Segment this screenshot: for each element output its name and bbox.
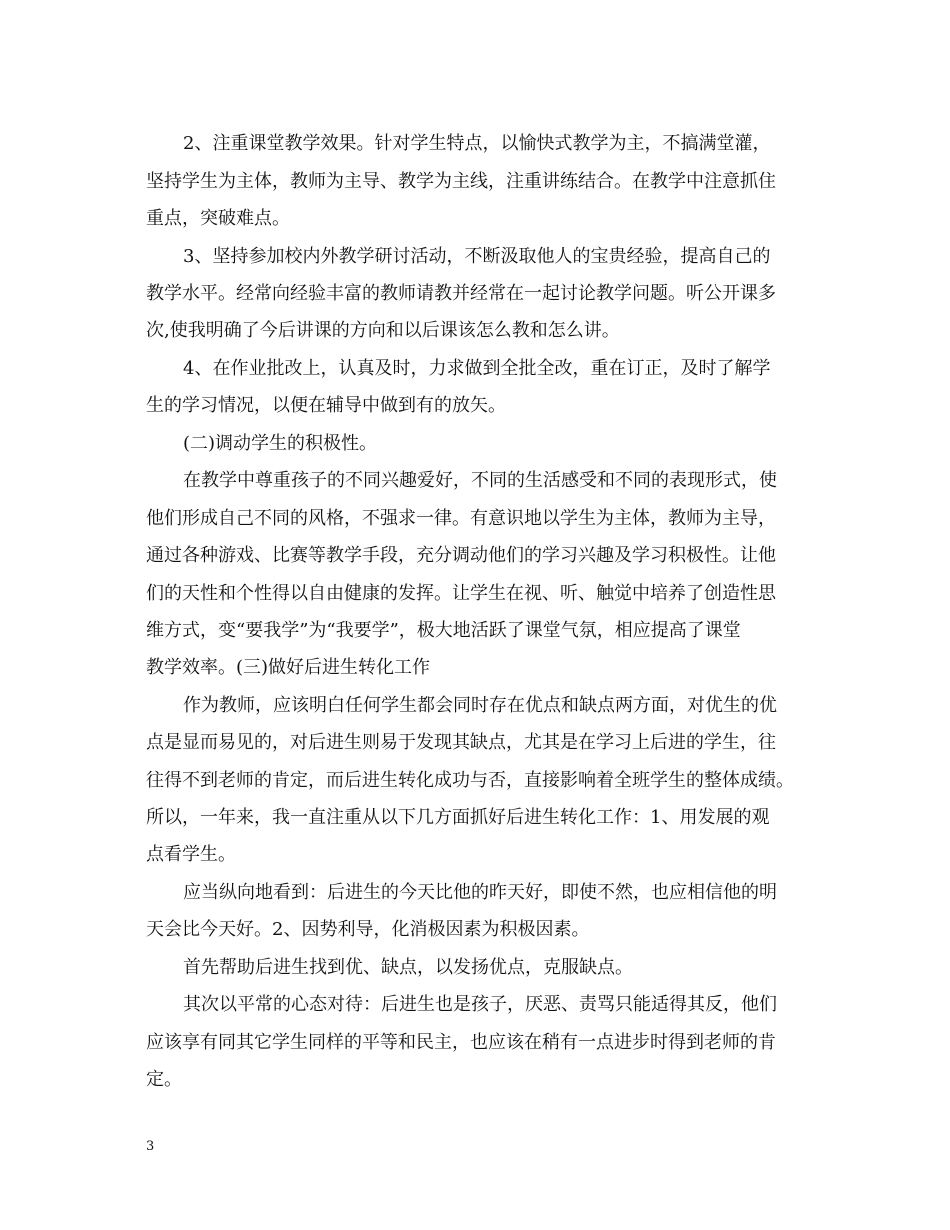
paragraph-line: 维方式，变“要我学”为“我要学”，极大地活跃了课堂气氛，相应提高了课堂: [146, 620, 741, 641]
paragraph-line: 生的学习情况，以便在辅导中做到有的放矢。: [146, 395, 506, 416]
paragraph-line: 其次以平常的心态对待：后进生也是孩子，厌恶、责骂只能适得其反，他们: [183, 994, 777, 1015]
paragraph-line: 点看学生。: [146, 844, 236, 865]
paragraph-line: 首先帮助后进生找到优、缺点，以发扬优点，克服缺点。: [183, 957, 633, 978]
paragraph-line: 在教学中尊重孩子的不同兴趣爱好，不同的生活感受和不同的表现形式，使: [183, 470, 777, 491]
paragraph-line: 教学效率。(三)做好后进生转化工作: [146, 657, 431, 678]
paragraph-line: 定。: [146, 1069, 182, 1090]
paragraph-line: 2、注重课堂教学效果。针对学生特点，以愉快式教学为主，不搞满堂灌，: [183, 133, 771, 154]
page-number: 3: [146, 1139, 155, 1154]
paragraph-line: 4、在作业批改上，认真及时，力求做到全批全改，重在订正，及时了解学: [183, 358, 771, 379]
paragraph-line: 3、坚持参加校内外教学研讨活动，不断汲取他人的宝贵经验，提高自己的: [183, 246, 771, 267]
paragraph-line: 们的天性和个性得以自由健康的发挥。让学生在视、听、触觉中培养了创造性思: [146, 583, 776, 604]
paragraph-line: 他们形成自己不同的风格，不强求一律。有意识地以学生为主体，教师为主导，: [146, 508, 776, 529]
paragraph-line: 次,使我明确了今后讲课的方向和以后课该怎么教和怎么讲。: [146, 320, 620, 341]
paragraph-line: 作为教师，应该明白任何学生都会同时存在优点和缺点两方面，对优生的优: [183, 695, 777, 716]
paragraph-line: 点是显而易见的，对后进生则易于发现其缺点，尤其是在学习上后进的学生，往: [146, 732, 776, 753]
paragraph-line: 通过各种游戏、比赛等教学手段，充分调动他们的学习兴趣及学习积极性。让他: [146, 545, 776, 566]
paragraph-line: 坚持学生为主体，教师为主导、教学为主线，注重讲练结合。在教学中注意抓住: [146, 171, 776, 192]
paragraph-line: 教学水平。经常向经验丰富的教师请教并经常在一起讨论教学问题。听公开课多: [146, 283, 776, 304]
paragraph-line: 天会比今天好。2、因势利导，化消极因素为积极因素。: [146, 919, 590, 940]
paragraph-line: 重点，突破难点。: [146, 208, 290, 229]
paragraph-line: 所以，一年来，我一直注重从以下几方面抓好后进生转化工作：1、用发展的观: [146, 807, 770, 828]
section-heading: (二)调动学生的积极性。: [183, 433, 378, 454]
paragraph-line: 往得不到老师的肯定，而后进生转化成功与否，直接影响着全班学生的整体成绩。: [146, 770, 794, 791]
paragraph-line: 应当纵向地看到：后进生的今天比他的昨天好，即使不然，也应相信他的明: [183, 882, 777, 903]
paragraph-line: 应该享有同其它学生同样的平等和民主，也应该在稍有一点进步时得到老师的肯: [146, 1032, 776, 1053]
